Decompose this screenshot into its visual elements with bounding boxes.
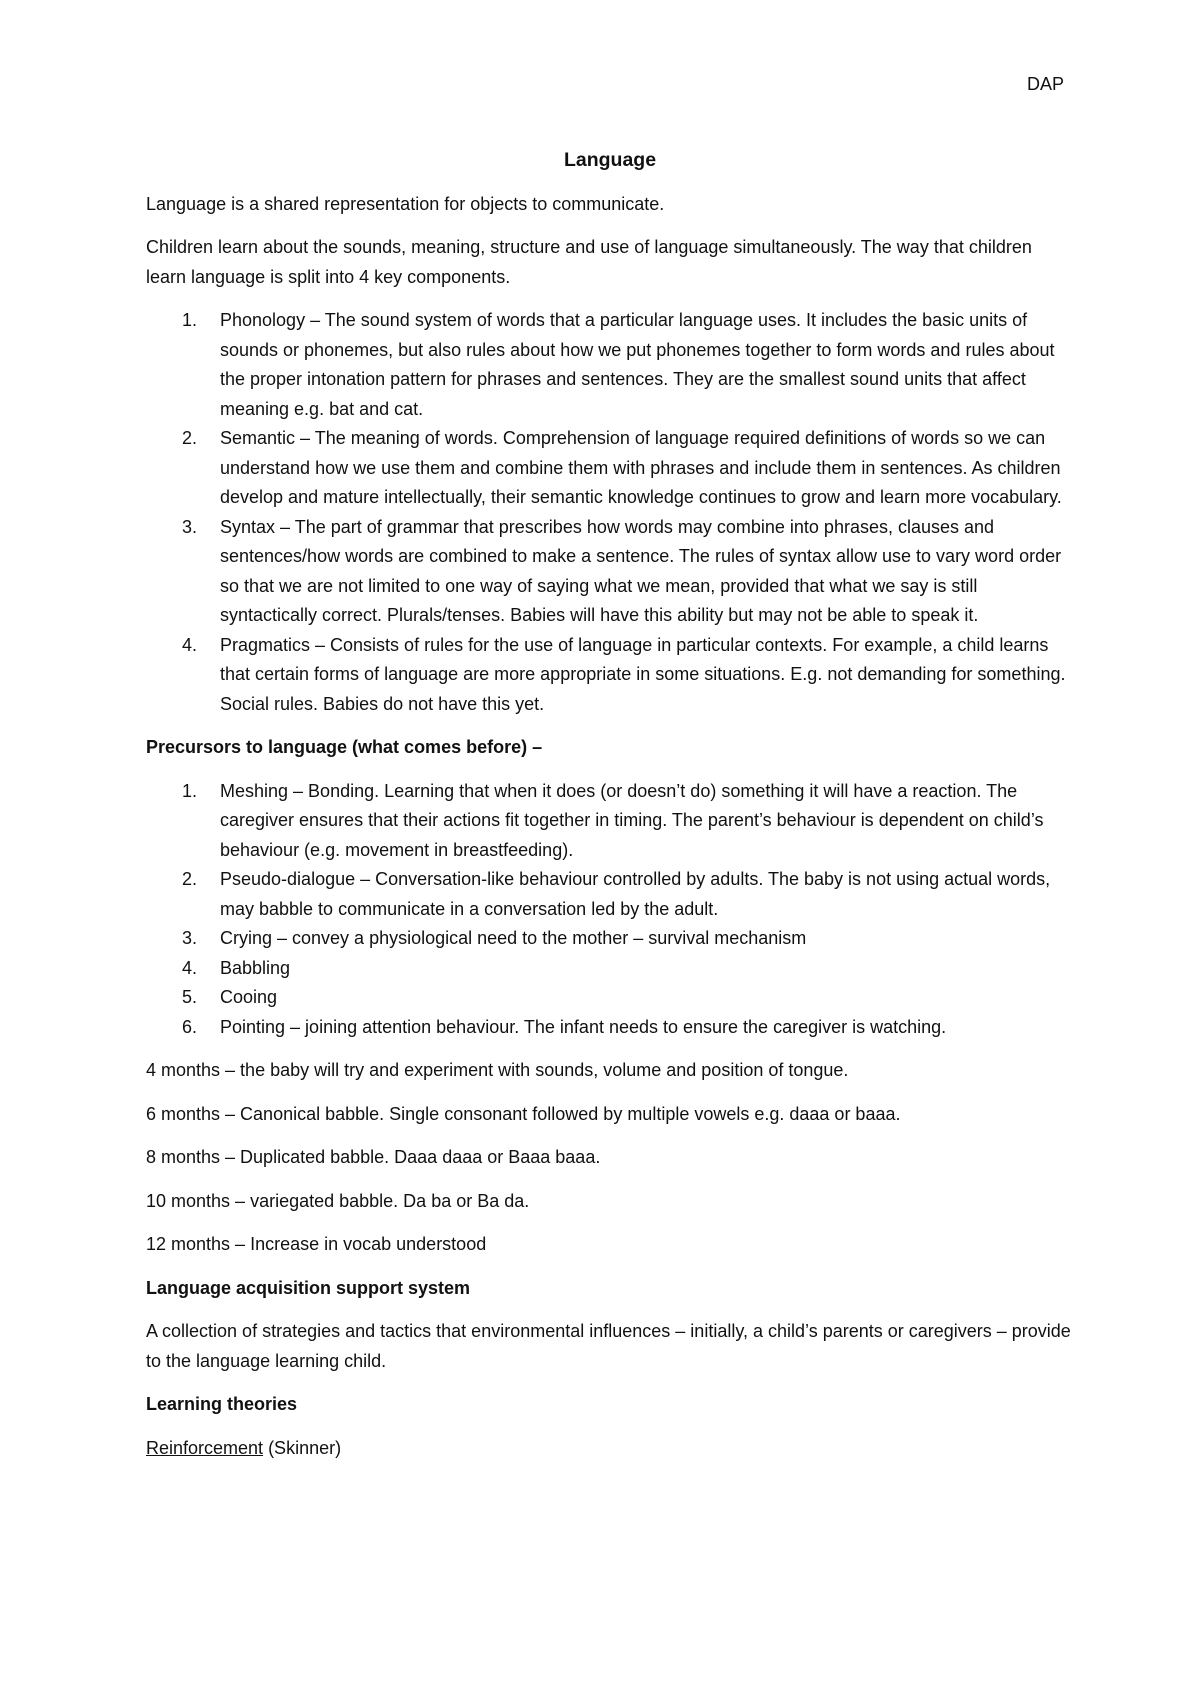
list-number: 5. bbox=[182, 987, 198, 1007]
list-item-text: Cooing bbox=[220, 987, 278, 1007]
list-number: 4. bbox=[182, 634, 198, 655]
list-item bbox=[146, 1013, 1074, 1043]
list-item bbox=[146, 424, 1074, 513]
list-number: 2. bbox=[182, 869, 198, 889]
list-item bbox=[146, 865, 1074, 924]
components-list bbox=[146, 306, 1074, 719]
list-item-text: Babbling bbox=[220, 957, 291, 978]
intro-paragraph: Language is a shared representation for objects to communicate. bbox=[146, 193, 665, 214]
list-item-text: Pointing – joining attention behaviour. The infant needs to ensure the caregiver is watching. bbox=[220, 1016, 947, 1037]
document-body bbox=[146, 146, 1074, 1477]
reinforcement-author: (Skinner) bbox=[263, 1437, 342, 1458]
document-title: Language bbox=[563, 149, 657, 171]
list-item bbox=[146, 924, 1074, 954]
list-item bbox=[146, 513, 1074, 631]
list-number: 6. bbox=[182, 1016, 198, 1037]
list-number: 4. bbox=[182, 957, 198, 978]
list-number: 3. bbox=[182, 516, 198, 537]
learning-theories-heading: Learning theories bbox=[146, 1394, 298, 1414]
list-item-text: Phonology – The sound system of words that a particular language uses. It includes the basic units of sounds or phonemes, but also rules about how we put phonemes together to form words and rules about the proper intonation pattern for phrases and sentences. They are the smallest sound units that affect meaning e.g. bat and cat. bbox=[220, 310, 1055, 419]
list-item-text: Meshing – Bonding. Learning that when it does (or doesn’t do) something it will have a reaction. The caregiver ensures that their actions fit together in timing. The parent’s behaviour is dependent on child’s behaviour (e.g. movement in breastfeeding). bbox=[220, 780, 1044, 860]
lass-paragraph: A collection of strategies and tactics that environmental influences – initially, a child’s parents or caregivers – provide to the language learning child. bbox=[146, 1321, 1071, 1371]
list-item-text: Pragmatics – Consists of rules for the use of language in particular contexts. For example, a child learns that certain forms of language are more appropriate in some situations. E.g. not demanding for something. Social rules. Babies do not have this yet. bbox=[220, 634, 1066, 714]
list-number: 1. bbox=[182, 310, 198, 330]
page-header: DAP bbox=[1026, 74, 1064, 94]
list-item bbox=[146, 983, 1074, 1013]
list-item bbox=[146, 954, 1074, 984]
list-number: 1. bbox=[182, 780, 198, 801]
list-item-text: Syntax – The part of grammar that prescribes how words may combine into phrases, clauses and sentences/how words are combined to make a sentence. The rules of syntax allow use to vary word order so that we are not limited to one way of saying what we mean, provided that what we say is still syntactically correct. Plurals/tenses. Babies will have this ability but may not be able to speak it. bbox=[220, 516, 1062, 625]
list-item-text: Semantic – The meaning of words. Comprehension of language required definitions of words so we can understand how we use them and combine them with phrases and include them in sentences. As children develop and mature intellectually, their semantic knowledge continues to grow and learn more vocabulary. bbox=[220, 428, 1062, 507]
milestone-paragraph: 8 months – Duplicated babble. Daaa daaa or Baaa baaa. bbox=[146, 1147, 601, 1167]
milestone-paragraph: 12 months – Increase in vocab understood bbox=[146, 1234, 487, 1254]
list-item-text: Pseudo-dialogue – Conversation-like behaviour controlled by adults. The baby is not using actual words, may babble to communicate in a conversation led by the adult. bbox=[220, 869, 1051, 919]
precursors-list bbox=[146, 777, 1074, 1043]
milestone-paragraph: 6 months – Canonical babble. Single consonant followed by multiple vowels e.g. daaa or baaa. bbox=[146, 1103, 901, 1124]
intro-paragraph: Children learn about the sounds, meaning, structure and use of language simultaneously. The way that children learn language is split into 4 key components. bbox=[146, 237, 1032, 287]
reinforcement-term: Reinforcement bbox=[146, 1437, 264, 1458]
list-item-text: Crying – convey a physiological need to the mother – survival mechanism bbox=[220, 928, 807, 948]
reinforcement-line bbox=[146, 1434, 1074, 1464]
list-item bbox=[146, 631, 1074, 720]
list-number: 3. bbox=[182, 928, 198, 948]
milestone-paragraph: 10 months – variegated babble. Da ba or Ba da. bbox=[146, 1190, 530, 1211]
lass-heading: Language acquisition support system bbox=[146, 1277, 471, 1298]
list-number: 2. bbox=[182, 428, 198, 448]
precursors-heading: Precursors to language (what comes before) – bbox=[146, 737, 543, 757]
list-item bbox=[146, 306, 1074, 424]
milestone-paragraph: 4 months – the baby will try and experiment with sounds, volume and position of tongue. bbox=[146, 1060, 849, 1080]
list-item bbox=[146, 777, 1074, 866]
